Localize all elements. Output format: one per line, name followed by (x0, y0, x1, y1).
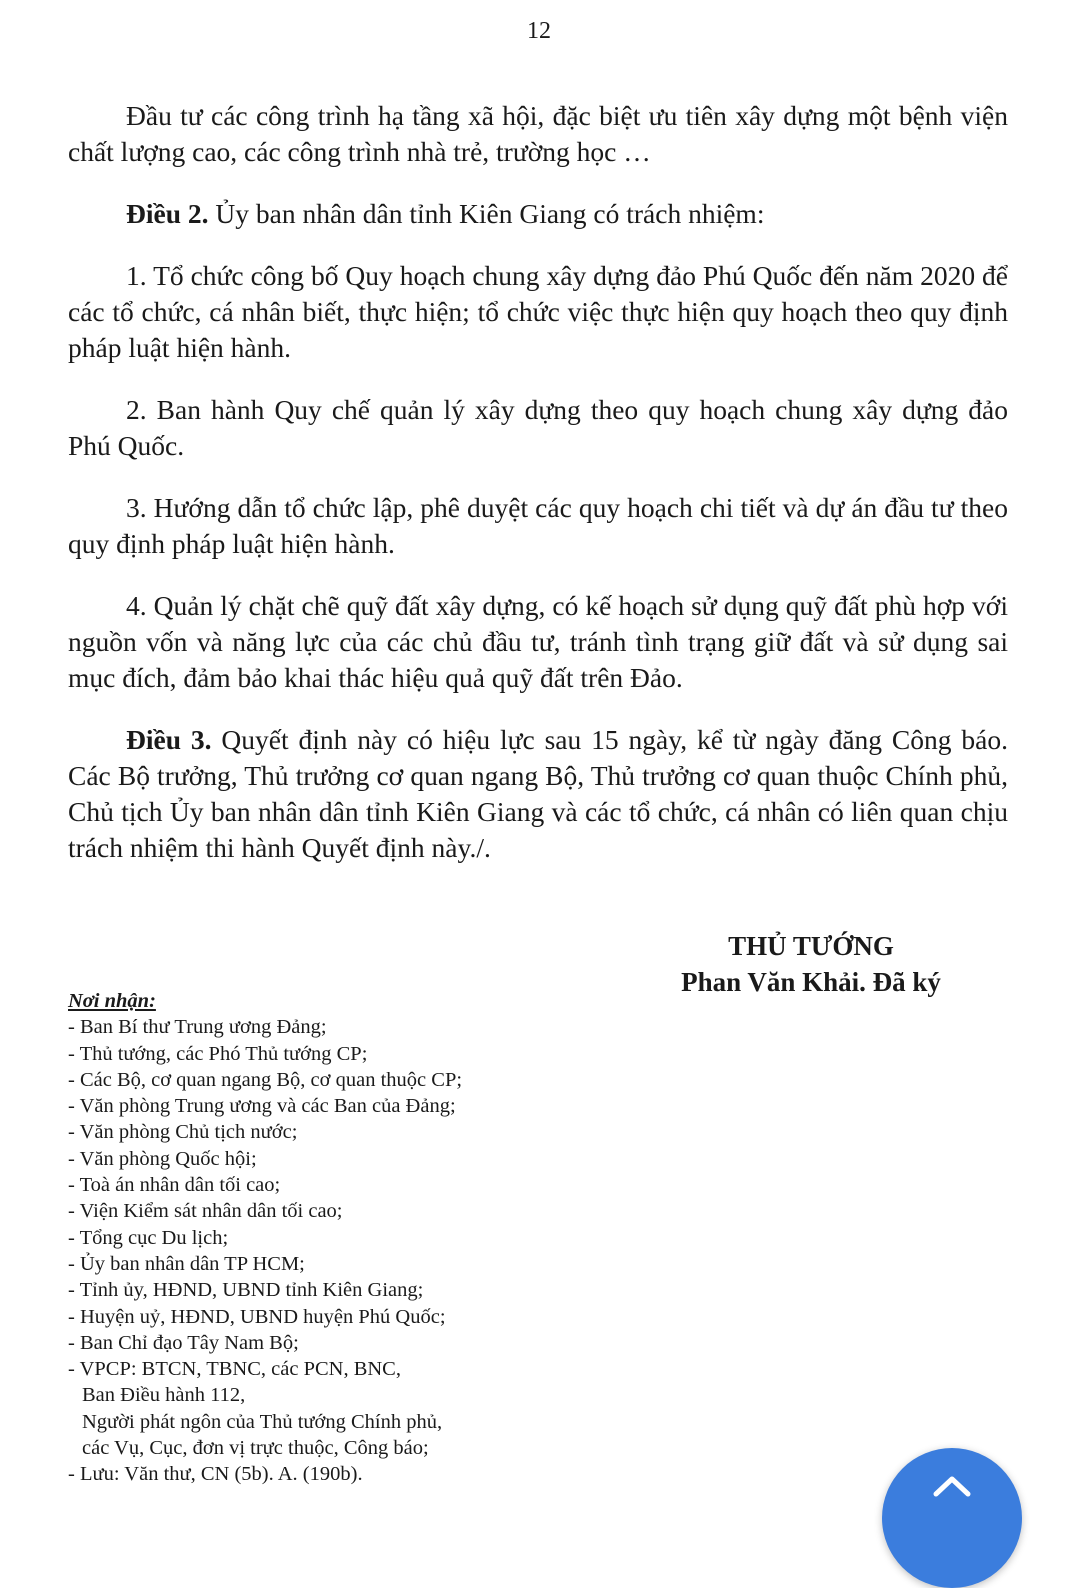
article-2-label: Điều 2. (126, 198, 209, 229)
article-3 (68, 722, 1008, 866)
page-number: 12 (527, 18, 551, 44)
recipient-item: - Tổng cục Du lịch; (68, 1226, 229, 1249)
recipients-heading: Nơi nhận: (68, 990, 156, 1012)
recipient-item: - Lưu: Văn thư, CN (5b). A. (190b). (68, 1463, 363, 1486)
recipient-item: - Các Bộ, cơ quan ngang Bộ, cơ quan thuộc CP; (68, 1068, 463, 1091)
article-2-item-1: 1. Tổ chức công bố Quy hoạch chung xây dựng đảo Phú Quốc đến năm 2020 để các tổ chức, cá nhân biết, thực hiện; tổ chức việc thực hiện quy hoạch theo quy định pháp luật hiện hành. (68, 260, 1008, 363)
recipient-item: Người phát ngôn của Thủ tướng Chính phủ, (82, 1410, 443, 1433)
article-2-text: Ủy ban nhân dân tỉnh Kiên Giang có trách nhiệm: (215, 198, 765, 229)
recipient-item: - Ủy ban nhân dân TP HCM; (68, 1252, 305, 1275)
signature-block (676, 928, 946, 1000)
recipient-item: - Tỉnh ủy, HĐND, UBND tỉnh Kiên Giang; (68, 1279, 424, 1302)
recipients-block (68, 988, 588, 1488)
article-2-item-4: 4. Quản lý chặt chẽ quỹ đất xây dựng, có kế hoạch sử dụng quỹ đất phù hợp với nguồn vốn và năng lực của các chủ đầu tư, tránh tình trạng giữ đất và sử dụng sai mục đích, đảm bảo khai thác hiệu quả quỹ đất trên Đảo. (68, 590, 1008, 693)
recipient-item: - VPCP: BTCN, TBNC, các PCN, BNC, (68, 1358, 401, 1381)
recipient-item: - Ban Chỉ đạo Tây Nam Bộ; (68, 1331, 299, 1354)
paragraph-infrastructure: Đầu tư các công trình hạ tầng xã hội, đặc biệt ưu tiên xây dựng một bệnh viện chất lượng cao, các công trình nhà trẻ, trường học … (68, 100, 1008, 167)
recipient-item: Ban Điều hành 112, (82, 1384, 246, 1407)
recipient-item: - Toà án nhân dân tối cao; (68, 1174, 281, 1197)
article-3-label: Điều 3. (126, 724, 212, 755)
recipient-item: - Văn phòng Trung ương và các Ban của Đảng; (68, 1095, 456, 1118)
article-3-text: Quyết định này có hiệu lực sau 15 ngày, kể từ ngày đăng Công báo. Các Bộ trưởng, Thủ trưởng cơ quan ngang Bộ, Thủ trưởng cơ quan thuộc Chính phủ, Chủ tịch Ủy ban nhân dân tỉnh Kiên Giang và các tổ chức, cá nhân có liên quan chịu trách nhiệm thi hành Quyết định này./. (68, 724, 1008, 863)
chevron-up-icon (932, 1474, 972, 1498)
article-2-item-3: 3. Hướng dẫn tổ chức lập, phê duyệt các quy hoạch chi tiết và dự án đầu tư theo quy định pháp luật hiện hành. (68, 492, 1008, 559)
article-2-item-2: 2. Ban hành Quy chế quản lý xây dựng theo quy hoạch chung xây dựng đảo Phú Quốc. (68, 394, 1008, 461)
signer-title: THỦ TƯỚNG (728, 931, 894, 961)
recipient-item: - Huyện uỷ, HĐND, UBND huyện Phú Quốc; (68, 1305, 446, 1328)
document-body (68, 98, 1008, 892)
recipient-item: các Vụ, Cục, đơn vị trực thuộc, Công báo; (82, 1437, 429, 1460)
recipient-item: - Viện Kiểm sát nhân dân tối cao; (68, 1200, 343, 1223)
recipient-item: - Văn phòng Quốc hội; (68, 1147, 257, 1170)
article-2 (68, 196, 1008, 232)
recipient-item: - Ban Bí thư Trung ương Đảng; (68, 1016, 327, 1039)
recipient-item: - Văn phòng Chủ tịch nước; (68, 1121, 298, 1144)
signer-name: Phan Văn Khải. Đã ký (681, 967, 941, 997)
recipient-item: - Thủ tướng, các Phó Thủ tướng CP; (68, 1042, 368, 1065)
scroll-to-top-button[interactable] (882, 1448, 1022, 1588)
